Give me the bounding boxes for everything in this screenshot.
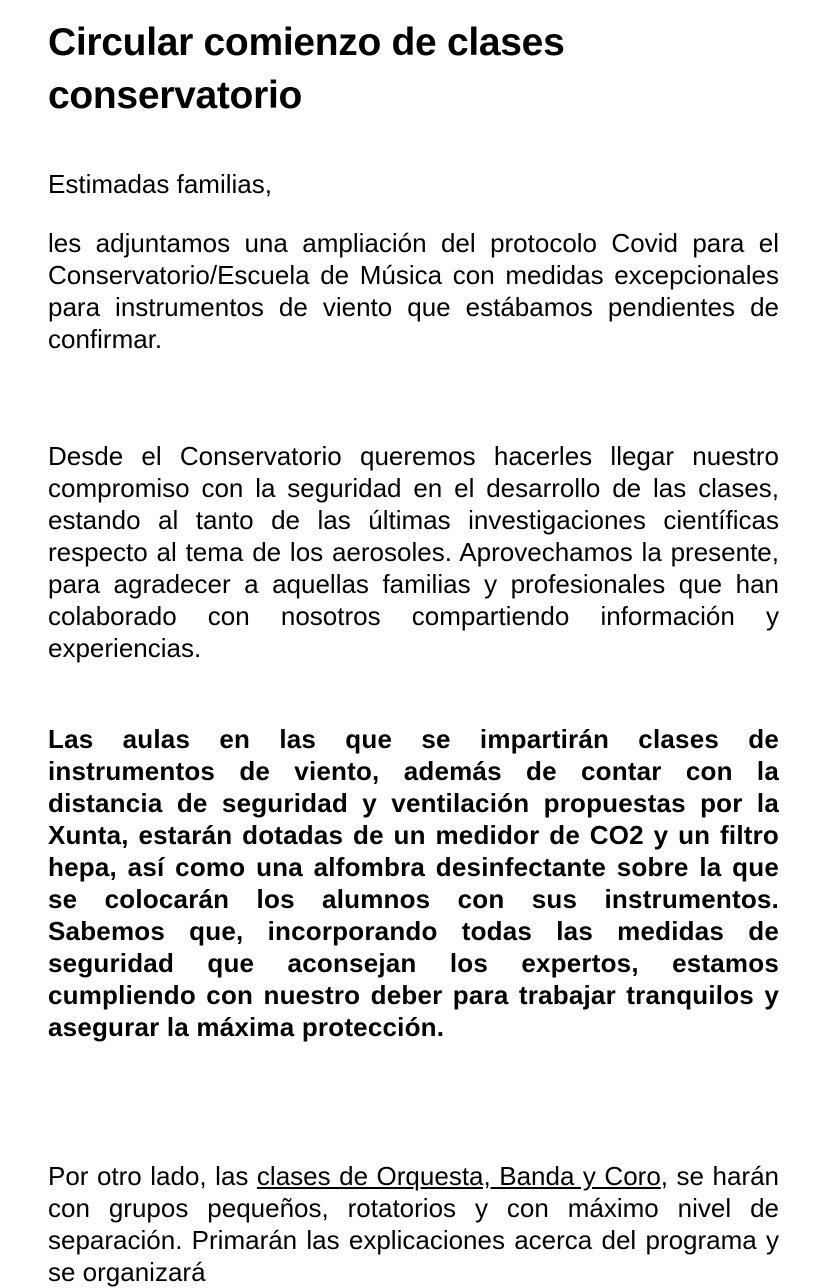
paragraph-group-classes-intro: Por otro lado, las bbox=[48, 1161, 257, 1191]
paragraph-group-classes-rest: , se harán con grupos pequeños, rotatorios y con máximo nivel de separación. Primarán las explicaciones acerca del programa y se organizará bbox=[48, 1161, 779, 1287]
group-classes-underlined-text: clases de Orquesta, Banda y Coro bbox=[256, 1161, 661, 1191]
paragraph-group-classes bbox=[48, 1160, 779, 1288]
paragraph-commitment: Desde el Conservatorio queremos hacerles llegar nuestro compromiso con la seguridad en el desarrollo de las clases, estando al tanto de las últimas investigaciones científicas respecto al tema de los aerosoles. Aprovechamos la presente, para agradecer a aquellas familias y profesionales que han colaborado con nosotros compartiendo información y experiencias. bbox=[48, 441, 779, 663]
greeting-text: Estimadas familias, bbox=[48, 169, 272, 199]
page-title: Circular comienzo de clases conservatorio bbox=[48, 21, 565, 117]
paragraph-protocol: les adjuntamos una ampliación del protocolo Covid para el Conservatorio/Escuela de Música con medidas excepcionales para instrumentos de viento que estábamos pendientes de confirmar. bbox=[48, 228, 779, 354]
paragraph-classrooms-bold: Las aulas en las que se impartirán clases de instrumentos de viento, además de contar con la distancia de seguridad y ventilación propuestas por la Xunta, estarán dotadas de un medidor de CO2 y un filtro hepa, así como una alfombra desinfectante sobre la que se colocarán los alumnos con sus instrumentos. Sabemos que, incorporando todas las medidas de seguridad que aconsejan los expertos, estamos cumpliendo con nuestro deber para trabajar tranquilos y asegurar la máxima protección. bbox=[48, 724, 779, 1042]
